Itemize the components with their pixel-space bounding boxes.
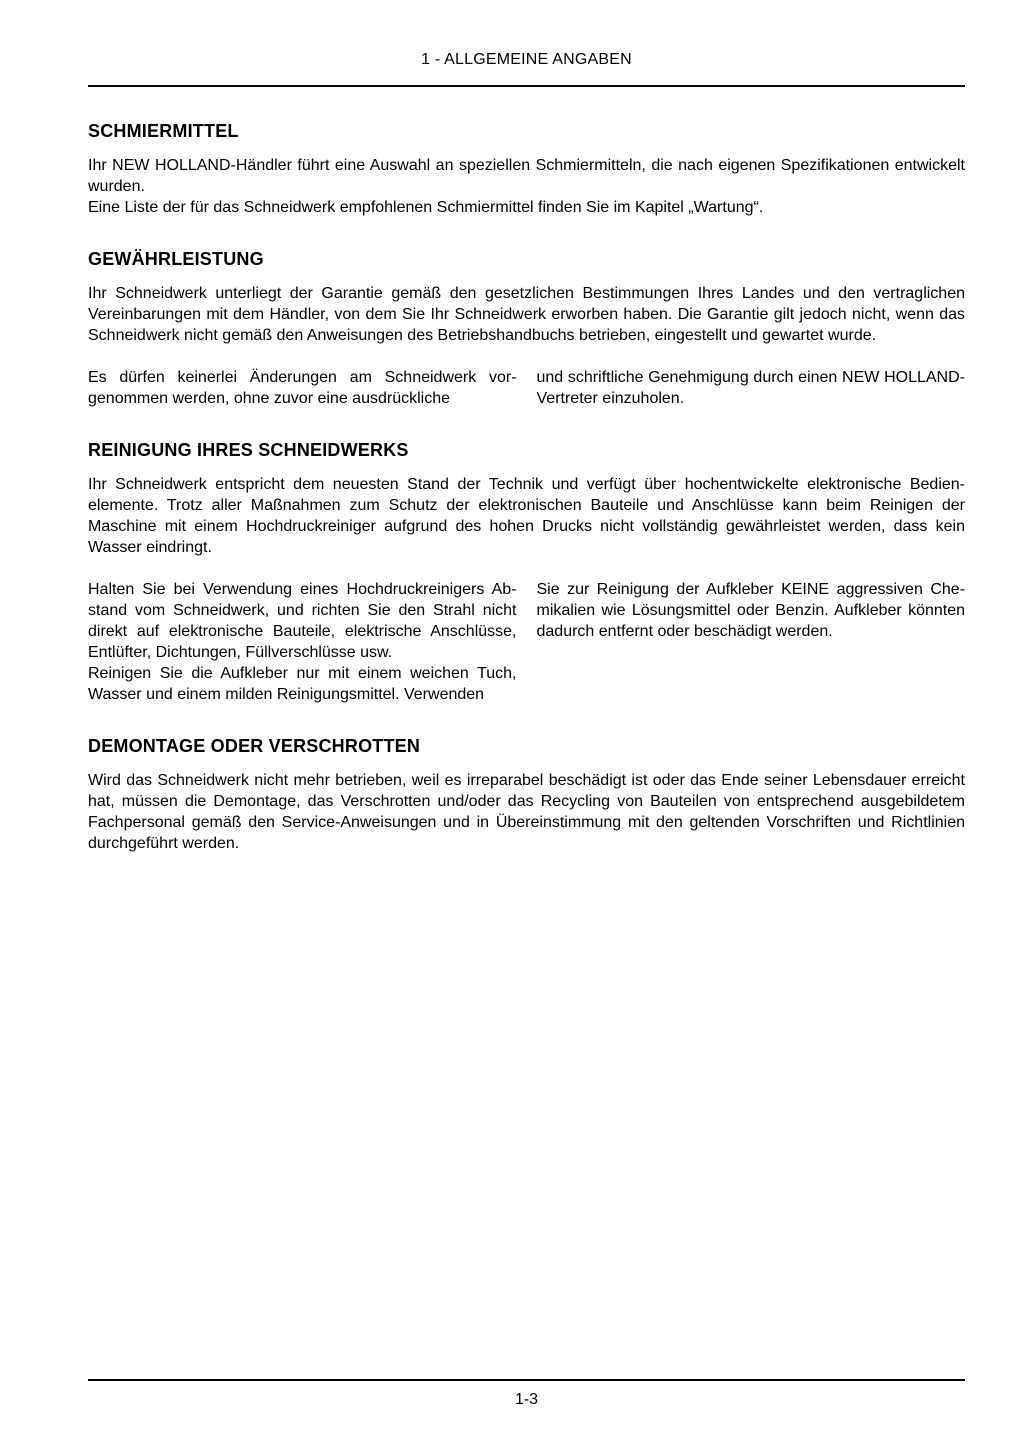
paragraph: Eine Liste der für das Schneidwerk empfohlenen Schmiermittel finden Sie im Kapitel „Wartung“. xyxy=(88,199,764,216)
section-heading-demontage: DEMONTAGE ODER VERSCHROTTEN xyxy=(88,736,421,756)
paragraph: Es dürfen keinerlei Änderungen am Schneidwerk vorgenommen werden, ohne zuvor eine ausdrückliche xyxy=(88,369,517,407)
two-column-block xyxy=(88,367,965,409)
paragraph: Halten Sie bei Verwendung eines Hochdruckreinigers Abstand vom Schneidwerk, und richten Sie den Strahl nicht direkt auf elektronische Bauteile, elektrische Anschlüsse, Entlüfter, Dichtungen, Füllverschlüsse usw. xyxy=(88,581,517,661)
paragraph: Reinigen Sie die Aufkleber nur mit einem weichen Tuch, Wasser und einem milden Reinigungsmittel. Verwenden xyxy=(88,665,517,703)
page-header xyxy=(88,50,965,87)
section-heading-reinigung: REINIGUNG IHRES SCHNEIDWERKS xyxy=(88,440,409,460)
paragraph: Wird das Schneidwerk nicht mehr betrieben, weil es irreparabel beschädigt ist oder das Ende seiner Lebensdauer erreicht hat, müssen die Demontage, das Verschrotten und/oder das Recycling von Bauteilen von entsprechend ausgebildetem Fachpersonal gemäß den Service-Anweisungen und in Übereinstimmung mit den geltenden Vorschriften und Richtlinien durchgeführt werden. xyxy=(88,772,965,852)
column-right xyxy=(537,367,966,409)
page-body xyxy=(88,120,965,854)
section-heading-schmiermittel: SCHMIERMITTEL xyxy=(88,121,239,141)
paragraph: und schriftliche Genehmigung durch einen NEW HOLLAND-Vertreter einzuholen. xyxy=(536,369,965,407)
section-heading-gewaehrleistung: GEWÄHRLEISTUNG xyxy=(88,249,264,269)
column-right xyxy=(537,579,966,705)
column-left xyxy=(88,579,517,705)
column-left xyxy=(88,367,517,409)
section-schmiermittel xyxy=(88,120,965,218)
footer-rule xyxy=(88,1379,965,1381)
section-gewaehrleistung xyxy=(88,248,965,409)
section-demontage xyxy=(88,735,965,854)
paragraph: Ihr Schneidwerk unterliegt der Garantie gemäß den gesetzlichen Bestimmungen Ihres Landes und den vertraglichen Vereinbarungen mit dem Händler, von dem Sie Ihr Schneidwerk erworben haben. Die Garantie gilt jedoch nicht, wenn das Schneidwerk nicht gemäß den Anweisungen des Betriebshandbuchs betrieben, eingestellt und gewartet wurde. xyxy=(88,285,965,344)
header-rule xyxy=(88,85,965,87)
page-number: 1-3 xyxy=(514,1391,539,1408)
paragraph: Ihr Schneidwerk entspricht dem neuesten Stand der Technik und verfügt über hochentwickelte elektronische Bedienelemente. Trotz aller Maßnahmen zum Schutz der elektronischen Bauteile und Anschlüsse kann beim Reinigen der Maschine mit einem Hochdruckreiniger aufgrund des hohen Drucks nicht vollständig gewährleistet werden, dass kein Wasser eindringt. xyxy=(88,476,965,556)
two-column-block xyxy=(88,579,965,705)
paragraph: Sie zur Reinigung der Aufkleber KEINE aggressiven Chemikalien wie Lösungsmittel oder Benzin. Aufkleber könnten dadurch entfernt oder beschädigt werden. xyxy=(536,581,965,640)
section-reinigung xyxy=(88,439,965,705)
page-footer xyxy=(88,1379,965,1409)
header-chapter-title: 1 - ALLGEMEINE ANGABEN xyxy=(421,51,632,68)
paragraph: Ihr NEW HOLLAND-Händler führt eine Auswahl an speziellen Schmiermitteln, die nach eigenen Spezifikationen entwickelt wurden. xyxy=(88,157,965,195)
